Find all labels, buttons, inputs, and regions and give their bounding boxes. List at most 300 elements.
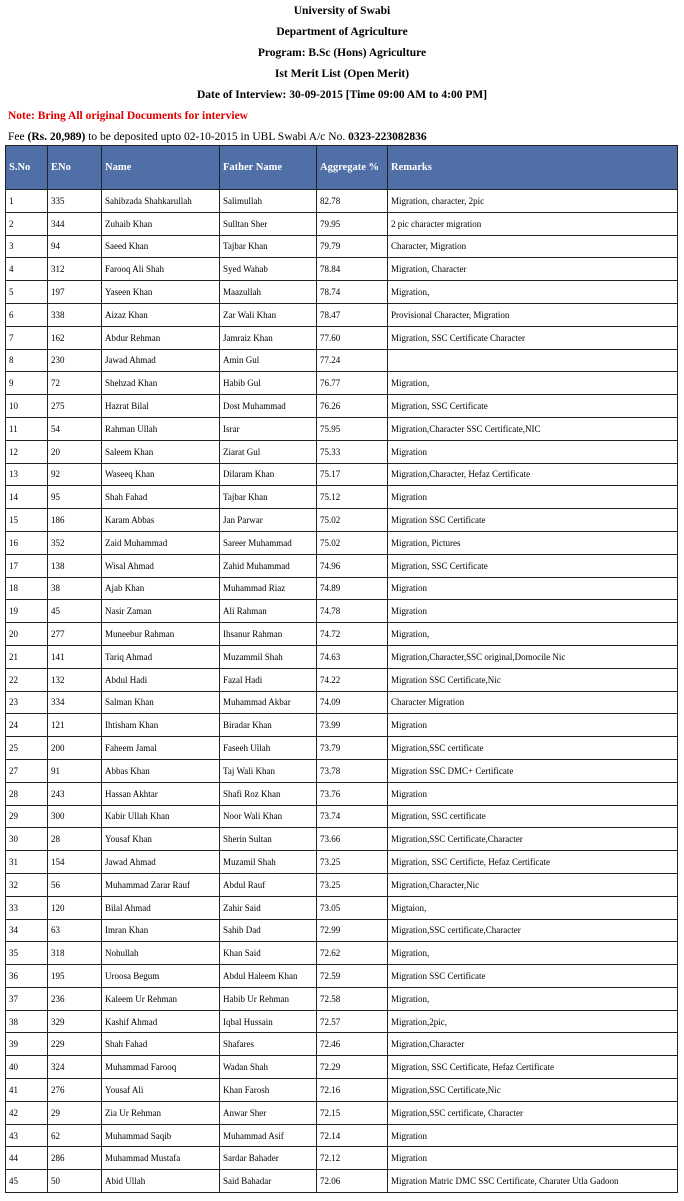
- column-header-remarks: Remarks: [388, 146, 678, 190]
- cell-eno: 352: [48, 531, 102, 554]
- cell-sno: 10: [6, 395, 48, 418]
- cell-father-name: Zahir Said: [220, 896, 317, 919]
- cell-sno: 15: [6, 509, 48, 532]
- cell-eno: 200: [48, 737, 102, 760]
- account-number: 0323-223082836: [348, 131, 427, 143]
- table-row: [6, 463, 678, 486]
- cell-aggregate: 74.78: [317, 600, 388, 623]
- cell-aggregate: 79.95: [317, 212, 388, 235]
- cell-sno: 18: [6, 577, 48, 600]
- table-row: [6, 440, 678, 463]
- cell-father-name: Faseeh Ullah: [220, 737, 317, 760]
- cell-sno: 40: [6, 1056, 48, 1079]
- table-row: [6, 509, 678, 532]
- cell-sno: 30: [6, 828, 48, 851]
- cell-father-name: Ziarat Gul: [220, 440, 317, 463]
- cell-father-name: Muhammad Riaz: [220, 577, 317, 600]
- cell-eno: 20: [48, 440, 102, 463]
- cell-father-name: Sareer Muhammad: [220, 531, 317, 554]
- cell-aggregate: 73.25: [317, 873, 388, 896]
- cell-aggregate: 76.77: [317, 372, 388, 395]
- table-row: [6, 281, 678, 304]
- cell-remarks: Migration: [388, 1124, 678, 1147]
- cell-eno: 154: [48, 851, 102, 874]
- table-row: [6, 326, 678, 349]
- cell-sno: 14: [6, 486, 48, 509]
- table-row: [6, 965, 678, 988]
- cell-sno: 34: [6, 919, 48, 942]
- cell-aggregate: 72.99: [317, 919, 388, 942]
- cell-aggregate: 75.02: [317, 531, 388, 554]
- cell-eno: 243: [48, 782, 102, 805]
- cell-sno: 7: [6, 326, 48, 349]
- table-row: [6, 554, 678, 577]
- cell-remarks: Migration,Character SSC Certificate,NIC: [388, 417, 678, 440]
- cell-sno: 2: [6, 212, 48, 235]
- cell-father-name: Sardar Bahader: [220, 1147, 317, 1170]
- cell-sno: 39: [6, 1033, 48, 1056]
- cell-name: Tariq Ahmad: [102, 645, 220, 668]
- cell-father-name: Syed Wahab: [220, 258, 317, 281]
- cell-remarks: Migration,SSC certificate,Character: [388, 919, 678, 942]
- cell-father-name: Sulltan Sher: [220, 212, 317, 235]
- table-row: [6, 372, 678, 395]
- cell-name: Ajab Khan: [102, 577, 220, 600]
- cell-remarks: Migration,: [388, 987, 678, 1010]
- table-row: [6, 258, 678, 281]
- cell-remarks: Migration,SSC certificate: [388, 737, 678, 760]
- cell-eno: 338: [48, 303, 102, 326]
- cell-eno: 138: [48, 554, 102, 577]
- table-row: [6, 212, 678, 235]
- cell-remarks: Migration, Pictures: [388, 531, 678, 554]
- cell-remarks: Migration: [388, 782, 678, 805]
- cell-aggregate: 72.06: [317, 1170, 388, 1193]
- column-header-name: Name: [102, 146, 220, 190]
- cell-eno: 335: [48, 190, 102, 213]
- cell-sno: 27: [6, 759, 48, 782]
- cell-father-name: Ihsanur Rahman: [220, 623, 317, 646]
- cell-aggregate: 72.62: [317, 942, 388, 965]
- cell-remarks: Migration, SSC Certificate: [388, 395, 678, 418]
- cell-aggregate: 78.47: [317, 303, 388, 326]
- cell-remarks: Migration Matric DMC SSC Certificate, Charater Utla Gadoon: [388, 1170, 678, 1193]
- cell-father-name: Shafares: [220, 1033, 317, 1056]
- cell-aggregate: 74.63: [317, 645, 388, 668]
- cell-eno: 276: [48, 1079, 102, 1102]
- university-title: University of Swabi: [293, 5, 391, 17]
- cell-remarks: Migtaion,: [388, 896, 678, 919]
- cell-remarks: Character Migration: [388, 691, 678, 714]
- cell-name: Muhammad Farooq: [102, 1056, 220, 1079]
- table-row: [6, 1170, 678, 1193]
- cell-name: Muhammad Saqib: [102, 1124, 220, 1147]
- cell-aggregate: 73.79: [317, 737, 388, 760]
- cell-eno: 286: [48, 1147, 102, 1170]
- cell-aggregate: 72.16: [317, 1079, 388, 1102]
- cell-father-name: Said Bahadar: [220, 1170, 317, 1193]
- cell-name: Abid Ullah: [102, 1170, 220, 1193]
- cell-father-name: Khan Said: [220, 942, 317, 965]
- cell-eno: 56: [48, 873, 102, 896]
- cell-name: Abbas Khan: [102, 759, 220, 782]
- cell-sno: 32: [6, 873, 48, 896]
- department-title: Department of Agriculture: [276, 26, 408, 38]
- table-row: [6, 623, 678, 646]
- cell-aggregate: 74.22: [317, 668, 388, 691]
- cell-name: Muneebur Rahman: [102, 623, 220, 646]
- table-row: [6, 873, 678, 896]
- cell-sno: 24: [6, 714, 48, 737]
- cell-sno: 3: [6, 235, 48, 258]
- cell-eno: 92: [48, 463, 102, 486]
- cell-eno: 91: [48, 759, 102, 782]
- fee-prefix: Fee: [8, 131, 28, 143]
- cell-remarks: Migration,: [388, 281, 678, 304]
- cell-eno: 275: [48, 395, 102, 418]
- cell-father-name: Sherin Sultan: [220, 828, 317, 851]
- cell-name: Aizaz Khan: [102, 303, 220, 326]
- cell-eno: 63: [48, 919, 102, 942]
- table-row: [6, 851, 678, 874]
- cell-remarks: Migration,SSC Certificate,Nic: [388, 1079, 678, 1102]
- table-row: [6, 486, 678, 509]
- cell-name: Uroosa Begum: [102, 965, 220, 988]
- cell-remarks: Migration: [388, 600, 678, 623]
- cell-sno: 22: [6, 668, 48, 691]
- cell-father-name: Anwar Sher: [220, 1101, 317, 1124]
- cell-father-name: Shafi Roz Khan: [220, 782, 317, 805]
- cell-aggregate: 73.78: [317, 759, 388, 782]
- cell-remarks: Migration: [388, 577, 678, 600]
- cell-sno: 13: [6, 463, 48, 486]
- fee-amount: (Rs. 20,989): [27, 131, 86, 143]
- cell-name: Muhammad Mustafa: [102, 1147, 220, 1170]
- table-row: [6, 303, 678, 326]
- cell-name: Shah Fahad: [102, 1033, 220, 1056]
- cell-father-name: Muhammad Akbar: [220, 691, 317, 714]
- cell-remarks: Migration,SSC Certificate,Character: [388, 828, 678, 851]
- cell-eno: 120: [48, 896, 102, 919]
- cell-eno: 236: [48, 987, 102, 1010]
- cell-name: Zaid Muhammad: [102, 531, 220, 554]
- cell-eno: 334: [48, 691, 102, 714]
- cell-sno: 38: [6, 1010, 48, 1033]
- cell-father-name: Israr: [220, 417, 317, 440]
- cell-aggregate: 78.74: [317, 281, 388, 304]
- table-row: [6, 805, 678, 828]
- cell-father-name: Abdul Rauf: [220, 873, 317, 896]
- cell-aggregate: 77.60: [317, 326, 388, 349]
- cell-sno: 41: [6, 1079, 48, 1102]
- cell-name: Zia Ur Rehman: [102, 1101, 220, 1124]
- table-row: [6, 759, 678, 782]
- cell-aggregate: 77.24: [317, 349, 388, 372]
- cell-eno: 121: [48, 714, 102, 737]
- merit-list-title: Ist Merit List (Open Merit): [274, 68, 410, 80]
- cell-father-name: Amin Gul: [220, 349, 317, 372]
- cell-name: Karam Abbas: [102, 509, 220, 532]
- cell-father-name: Muhammad Asif: [220, 1124, 317, 1147]
- table-row: [6, 645, 678, 668]
- cell-father-name: Iqbal Hussain: [220, 1010, 317, 1033]
- cell-name: Salman Khan: [102, 691, 220, 714]
- cell-aggregate: 73.76: [317, 782, 388, 805]
- cell-eno: 329: [48, 1010, 102, 1033]
- table-row: [6, 942, 678, 965]
- cell-father-name: Taj Wali Khan: [220, 759, 317, 782]
- cell-father-name: Muzamil Shah: [220, 851, 317, 874]
- cell-name: Ihtisham Khan: [102, 714, 220, 737]
- table-row: [6, 919, 678, 942]
- cell-eno: 50: [48, 1170, 102, 1193]
- cell-remarks: Migration,SSC certificate, Character: [388, 1101, 678, 1124]
- cell-sno: 21: [6, 645, 48, 668]
- cell-sno: 1: [6, 190, 48, 213]
- cell-sno: 17: [6, 554, 48, 577]
- cell-aggregate: 72.57: [317, 1010, 388, 1033]
- cell-eno: 230: [48, 349, 102, 372]
- cell-name: Abdul Hadi: [102, 668, 220, 691]
- table-row: [6, 1124, 678, 1147]
- cell-remarks: 2 pic character migration: [388, 212, 678, 235]
- cell-remarks: Migration SSC Certificate: [388, 965, 678, 988]
- cell-name: Rahman Ullah: [102, 417, 220, 440]
- cell-name: Faheem Jamal: [102, 737, 220, 760]
- cell-aggregate: 75.12: [317, 486, 388, 509]
- cell-eno: 229: [48, 1033, 102, 1056]
- cell-eno: 132: [48, 668, 102, 691]
- cell-remarks: Migration,Character,Nic: [388, 873, 678, 896]
- cell-father-name: Jamraiz Khan: [220, 326, 317, 349]
- cell-sno: 6: [6, 303, 48, 326]
- cell-remarks: Migration SSC DMC+ Certificate: [388, 759, 678, 782]
- table-row: [6, 896, 678, 919]
- cell-father-name: Wadan Shah: [220, 1056, 317, 1079]
- cell-remarks: Migration: [388, 714, 678, 737]
- cell-sno: 25: [6, 737, 48, 760]
- cell-name: Muhammad Zarar Rauf: [102, 873, 220, 896]
- cell-father-name: Zar Wali Khan: [220, 303, 317, 326]
- cell-eno: 45: [48, 600, 102, 623]
- cell-sno: 11: [6, 417, 48, 440]
- fee-notice: [8, 130, 684, 144]
- cell-remarks: Migration, SSC Certificate Character: [388, 326, 678, 349]
- cell-name: Kashif Ahmad: [102, 1010, 220, 1033]
- cell-father-name: Fazal Hadi: [220, 668, 317, 691]
- cell-father-name: Dost Muhammad: [220, 395, 317, 418]
- merit-table: [5, 145, 678, 1193]
- cell-sno: 16: [6, 531, 48, 554]
- column-header-father-name: Father Name: [220, 146, 317, 190]
- cell-sno: 8: [6, 349, 48, 372]
- cell-eno: 29: [48, 1101, 102, 1124]
- cell-name: Farooq Ali Shah: [102, 258, 220, 281]
- cell-sno: 12: [6, 440, 48, 463]
- table-row: [6, 691, 678, 714]
- cell-eno: 54: [48, 417, 102, 440]
- cell-aggregate: 76.26: [317, 395, 388, 418]
- cell-sno: 36: [6, 965, 48, 988]
- cell-sno: 35: [6, 942, 48, 965]
- interview-date: Date of Interview: 30-09-2015 [Time 09:00 AM to 4:00 PM]: [196, 89, 488, 101]
- column-header-aggregate: Aggregate %: [317, 146, 388, 190]
- cell-name: Shehzad Khan: [102, 372, 220, 395]
- cell-aggregate: 75.95: [317, 417, 388, 440]
- cell-aggregate: 72.12: [317, 1147, 388, 1170]
- cell-name: Abdur Rehman: [102, 326, 220, 349]
- cell-eno: 186: [48, 509, 102, 532]
- cell-father-name: Maazullah: [220, 281, 317, 304]
- cell-name: Nohullah: [102, 942, 220, 965]
- cell-father-name: Abdul Haleem Khan: [220, 965, 317, 988]
- cell-name: Shah Fahad: [102, 486, 220, 509]
- cell-eno: 277: [48, 623, 102, 646]
- cell-sno: 44: [6, 1147, 48, 1170]
- table-row: [6, 1033, 678, 1056]
- cell-eno: 324: [48, 1056, 102, 1079]
- cell-father-name: Muzammil Shah: [220, 645, 317, 668]
- cell-name: Wisal Ahmad: [102, 554, 220, 577]
- cell-remarks: Migration SSC Certificate,Nic: [388, 668, 678, 691]
- cell-aggregate: 73.74: [317, 805, 388, 828]
- table-row: [6, 577, 678, 600]
- fee-deposit-text: to be deposited upto 02-10-2015 in UBL Swabi A/c No.: [85, 131, 349, 143]
- cell-sno: 20: [6, 623, 48, 646]
- cell-eno: 95: [48, 486, 102, 509]
- cell-aggregate: 72.58: [317, 987, 388, 1010]
- cell-eno: 197: [48, 281, 102, 304]
- cell-sno: 43: [6, 1124, 48, 1147]
- table-row: [6, 395, 678, 418]
- cell-sno: 31: [6, 851, 48, 874]
- table-row: [6, 600, 678, 623]
- table-row: [6, 668, 678, 691]
- cell-name: Jawad Ahmad: [102, 349, 220, 372]
- cell-name: Hazrat Bilal: [102, 395, 220, 418]
- cell-name: Sahibzada Shahkarullah: [102, 190, 220, 213]
- cell-eno: 72: [48, 372, 102, 395]
- cell-father-name: Salimullah: [220, 190, 317, 213]
- cell-aggregate: 79.79: [317, 235, 388, 258]
- table-header-row: [6, 146, 678, 190]
- cell-remarks: Migration, SSC Certificte, Hefaz Certificate: [388, 851, 678, 874]
- cell-eno: 195: [48, 965, 102, 988]
- cell-remarks: Provisional Character, Migration: [388, 303, 678, 326]
- cell-remarks: Migration,Character, Hefaz Certificate: [388, 463, 678, 486]
- cell-eno: 162: [48, 326, 102, 349]
- cell-name: Imran Khan: [102, 919, 220, 942]
- cell-name: Saleem Khan: [102, 440, 220, 463]
- cell-eno: 38: [48, 577, 102, 600]
- column-header-eno: ENo: [48, 146, 102, 190]
- cell-aggregate: 73.66: [317, 828, 388, 851]
- cell-sno: 42: [6, 1101, 48, 1124]
- cell-sno: 33: [6, 896, 48, 919]
- table-row: [6, 1101, 678, 1124]
- cell-remarks: Migration,: [388, 372, 678, 395]
- cell-aggregate: 72.59: [317, 965, 388, 988]
- table-row: [6, 1010, 678, 1033]
- cell-name: Kaleem Ur Rehman: [102, 987, 220, 1010]
- cell-name: Zuhaib Khan: [102, 212, 220, 235]
- cell-aggregate: 72.29: [317, 1056, 388, 1079]
- cell-father-name: Ali Rahman: [220, 600, 317, 623]
- table-row: [6, 190, 678, 213]
- cell-name: Waseeq Khan: [102, 463, 220, 486]
- cell-eno: 62: [48, 1124, 102, 1147]
- cell-aggregate: 75.33: [317, 440, 388, 463]
- cell-father-name: Habib Ur Rehman: [220, 987, 317, 1010]
- cell-remarks: Migration, SSC Certificate: [388, 554, 678, 577]
- cell-aggregate: 74.96: [317, 554, 388, 577]
- cell-eno: 141: [48, 645, 102, 668]
- cell-aggregate: 73.99: [317, 714, 388, 737]
- cell-remarks: Migration: [388, 440, 678, 463]
- cell-father-name: Zahid Muhammad: [220, 554, 317, 577]
- cell-aggregate: 72.14: [317, 1124, 388, 1147]
- cell-remarks: Migration, SSC certificate: [388, 805, 678, 828]
- cell-remarks: [388, 349, 678, 372]
- cell-eno: 318: [48, 942, 102, 965]
- table-row: [6, 1056, 678, 1079]
- cell-name: Kabir Ullah Khan: [102, 805, 220, 828]
- cell-father-name: Jan Parwar: [220, 509, 317, 532]
- cell-sno: 9: [6, 372, 48, 395]
- table-row: [6, 714, 678, 737]
- cell-remarks: Migration, Character: [388, 258, 678, 281]
- cell-father-name: Biradar Khan: [220, 714, 317, 737]
- cell-name: Yaseen Khan: [102, 281, 220, 304]
- cell-sno: 28: [6, 782, 48, 805]
- cell-name: Yousaf Ali: [102, 1079, 220, 1102]
- cell-father-name: Tajbar Khan: [220, 486, 317, 509]
- cell-aggregate: 72.15: [317, 1101, 388, 1124]
- cell-remarks: Migration,2pic,: [388, 1010, 678, 1033]
- table-row: [6, 737, 678, 760]
- table-row: [6, 828, 678, 851]
- cell-aggregate: 72.46: [317, 1033, 388, 1056]
- cell-eno: 312: [48, 258, 102, 281]
- cell-eno: 344: [48, 212, 102, 235]
- cell-eno: 94: [48, 235, 102, 258]
- cell-remarks: Migration, SSC Certificate, Hefaz Certificate: [388, 1056, 678, 1079]
- cell-sno: 23: [6, 691, 48, 714]
- cell-remarks: Migration: [388, 1147, 678, 1170]
- cell-father-name: Habib Gul: [220, 372, 317, 395]
- cell-remarks: Migration: [388, 486, 678, 509]
- cell-father-name: Noor Wali Khan: [220, 805, 317, 828]
- table-row: [6, 782, 678, 805]
- cell-aggregate: 75.17: [317, 463, 388, 486]
- cell-remarks: Migration,Character,SSC original,Domocile Nic: [388, 645, 678, 668]
- cell-eno: 28: [48, 828, 102, 851]
- cell-sno: 37: [6, 987, 48, 1010]
- cell-name: Jawad Ahmad: [102, 851, 220, 874]
- cell-remarks: Migration,: [388, 942, 678, 965]
- cell-aggregate: 74.72: [317, 623, 388, 646]
- cell-father-name: Dilaram Khan: [220, 463, 317, 486]
- cell-name: Nasir Zaman: [102, 600, 220, 623]
- cell-aggregate: 74.09: [317, 691, 388, 714]
- cell-sno: 19: [6, 600, 48, 623]
- cell-father-name: Tajbar Khan: [220, 235, 317, 258]
- cell-sno: 45: [6, 1170, 48, 1193]
- cell-aggregate: 73.25: [317, 851, 388, 874]
- cell-sno: 4: [6, 258, 48, 281]
- cell-father-name: Sahib Dad: [220, 919, 317, 942]
- table-row: [6, 987, 678, 1010]
